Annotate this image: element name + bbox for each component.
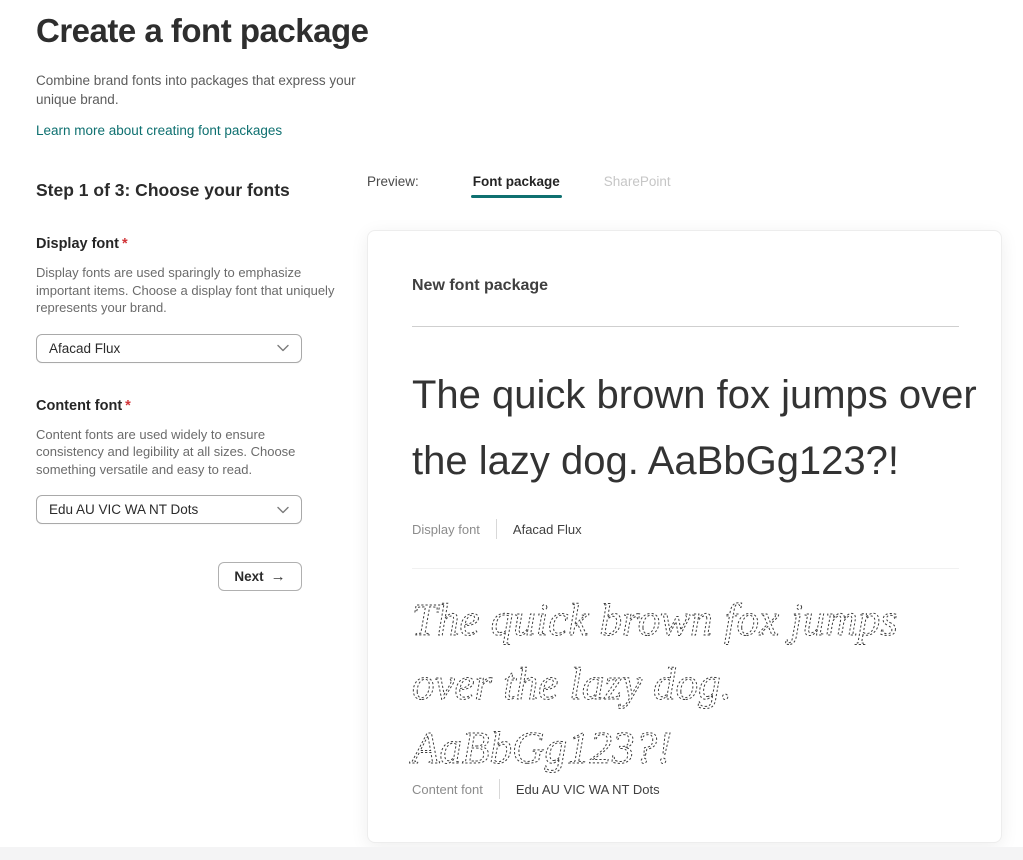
- arrow-right-icon: →: [270, 568, 286, 585]
- chevron-down-icon: [277, 344, 289, 352]
- active-tab-underline: [471, 195, 562, 198]
- content-font-meta: Content font Edu AU VIC WA NT Dots: [412, 779, 660, 799]
- page-header: [36, 12, 436, 140]
- next-button-row: [36, 562, 302, 591]
- display-font-description: Display fonts are used sparingly to emphasize important items. Choose a display font that uniquely represents your brand.: [36, 265, 335, 315]
- next-button[interactable]: Next →: [218, 562, 302, 591]
- divider: [412, 568, 959, 569]
- content-font-sample-text: [406, 583, 976, 783]
- display-font-meta: Display font Afacad Flux: [412, 519, 582, 539]
- svg-text:AaBbGg123?!: AaBbGg123?!: [412, 723, 672, 773]
- divider: [412, 326, 959, 327]
- page-subtitle: Combine brand fonts into packages that express your unique brand.: [36, 73, 356, 107]
- step-form: [36, 180, 335, 591]
- vertical-divider: [499, 779, 500, 799]
- content-font-selected-value: Edu AU VIC WA NT Dots: [49, 502, 199, 517]
- preview-label: Preview:: [367, 174, 419, 189]
- display-font-label: Display font *: [36, 236, 128, 252]
- tab-font-package[interactable]: Font package: [471, 172, 562, 198]
- preview-card-title: New font package: [412, 277, 549, 294]
- display-font-selected-value: Afacad Flux: [49, 340, 121, 356]
- vertical-divider: [496, 519, 497, 539]
- display-font-sample-text: The quick brown fox jumps over the lazy dog. AaBbGg123?!: [412, 373, 977, 483]
- display-font-dropdown[interactable]: [36, 334, 302, 363]
- content-font-label: Content font *: [36, 397, 131, 414]
- svg-text:over the lazy dog.: over the lazy dog.: [412, 659, 732, 709]
- font-package-preview-card: [367, 230, 1002, 843]
- learn-more-link[interactable]: Learn more about creating font packages: [36, 123, 283, 138]
- preview-tab-bar: [367, 172, 673, 198]
- required-asterisk: *: [121, 236, 128, 252]
- tab-sharepoint[interactable]: SharePoint: [603, 174, 671, 189]
- chevron-down-icon: [277, 506, 289, 514]
- svg-text:The quick brown fox jumps: The quick brown fox jumps: [412, 595, 898, 645]
- content-font-description: Content fonts are used widely to ensure consistency and legibility at all sizes. Choose something versatile and easy to read.: [36, 426, 296, 477]
- page-title: Create a font package: [36, 12, 369, 49]
- page-bottom-background: [0, 847, 1023, 860]
- step-heading: Step 1 of 3: Choose your fonts: [36, 180, 290, 200]
- content-font-dropdown[interactable]: [36, 495, 302, 524]
- required-asterisk: *: [125, 397, 131, 414]
